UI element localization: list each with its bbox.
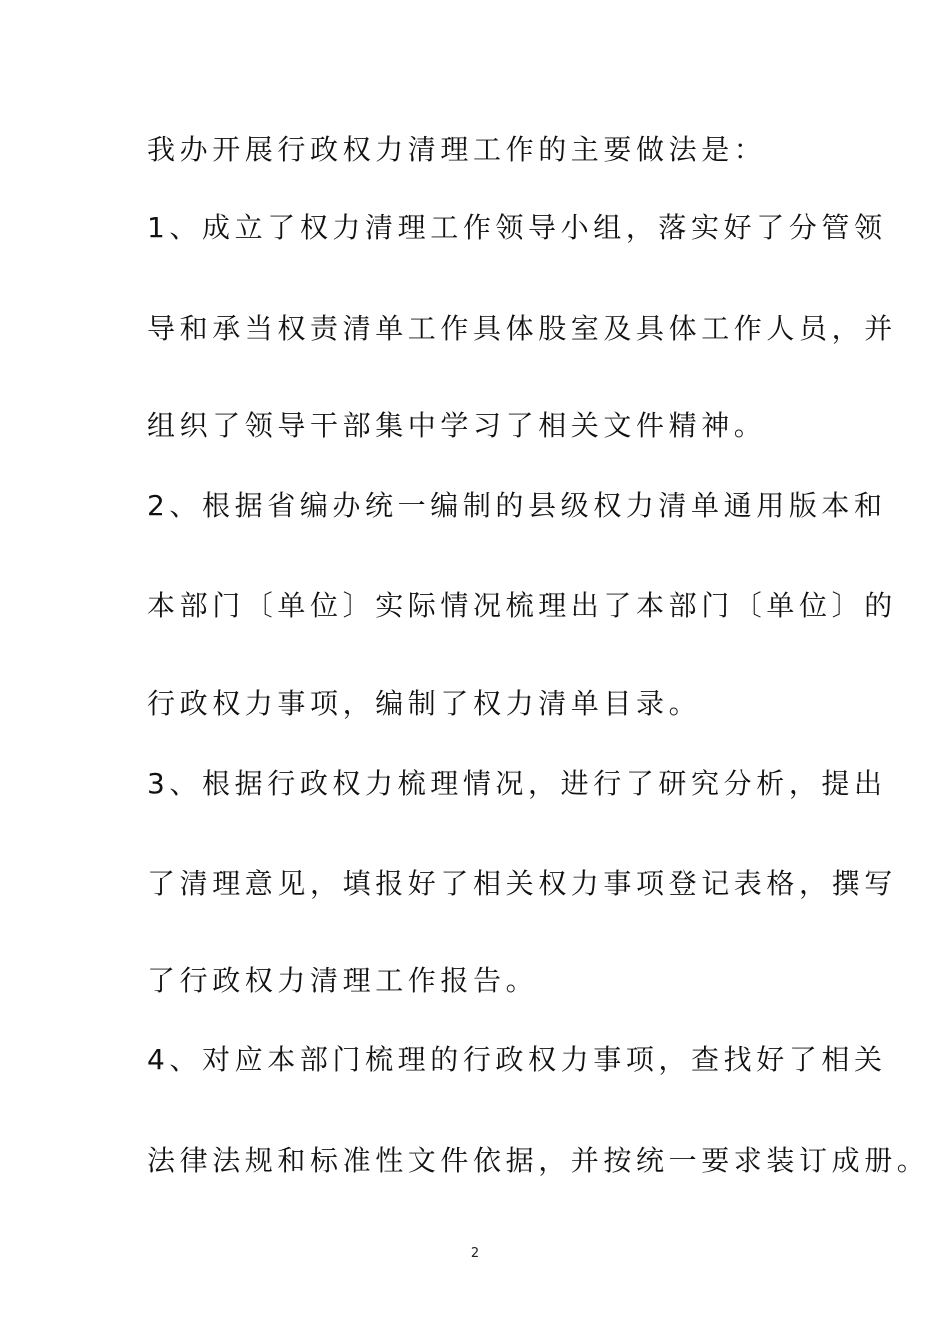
text-line-item3-b: 了清理意见，填报好了相关权力事项登记表格，撰写 bbox=[147, 867, 897, 900]
text-line-item2-b: 本部门〔单位〕实际情况梳理出了本部门〔单位〕的 bbox=[147, 589, 897, 622]
page-number: 2 bbox=[470, 1246, 480, 1261]
text-line-item1-b: 导和承当权责清单工作具体股室及具体工作人员，并 bbox=[147, 312, 897, 345]
text-line-item2-a: 2、根据省编办统一编制的县级权力清单通用版本和 bbox=[147, 489, 887, 522]
text-line-item3-c: 了行政权力清理工作报告。 bbox=[147, 964, 539, 997]
text-line-item1-c: 组织了领导干部集中学习了相关文件精神。 bbox=[147, 409, 767, 442]
text-line-intro: 我办开展行政权力清理工作的主要做法是： bbox=[147, 133, 767, 166]
text-line-item4-a: 4、对应本部门梳理的行政权力事项，查找好了相关 bbox=[147, 1043, 887, 1076]
text-line-item4-b: 法律法规和标准性文件依据，并按统一要求装订成册。 bbox=[147, 1144, 930, 1177]
text-line-item1-a: 1、成立了权力清理工作领导小组，落实好了分管领 bbox=[147, 211, 887, 244]
text-line-item2-c: 行政权力事项，编制了权力清单目录。 bbox=[147, 687, 702, 720]
text-line-item3-a: 3、根据行政权力梳理情况，进行了研究分析，提出 bbox=[147, 767, 887, 800]
